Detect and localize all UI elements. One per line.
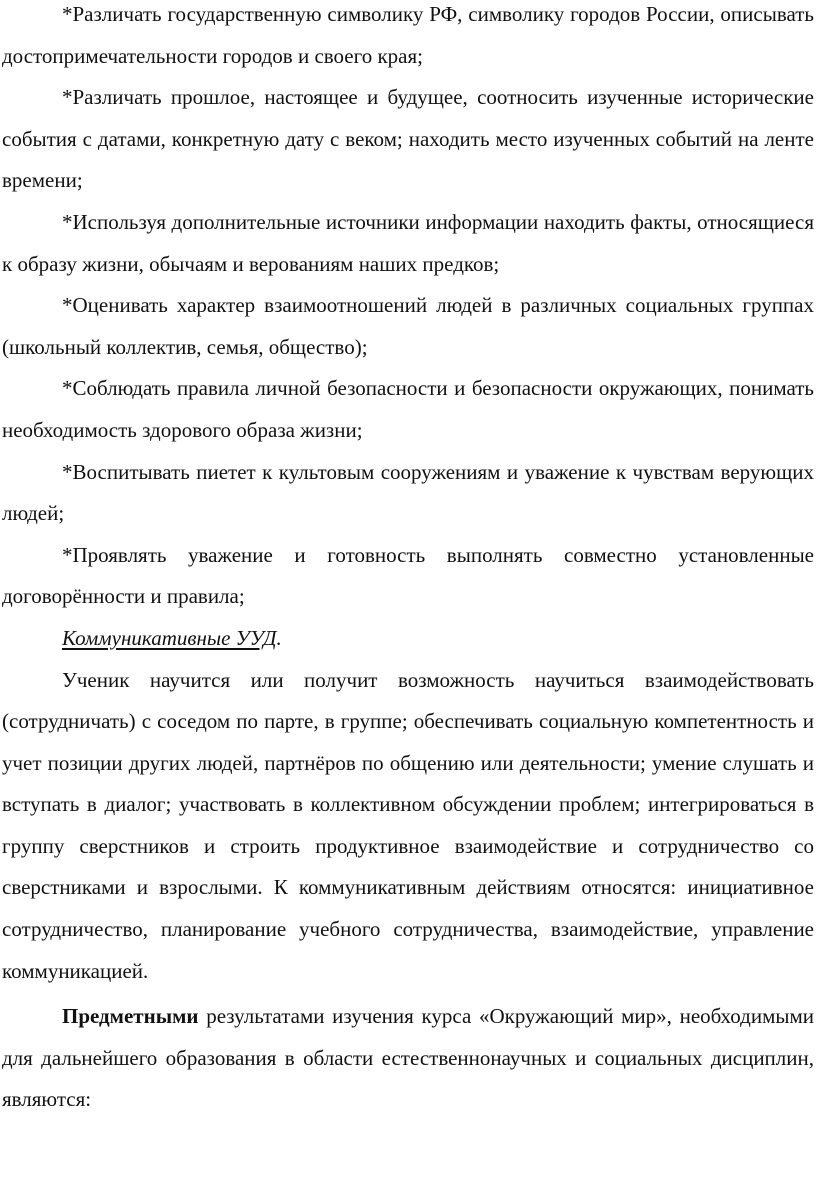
bullet-additional-sources: *Используя дополнительные источники информации находить факты, относящиеся к образу жизни, обычаям и верованиям наших предков; xyxy=(2,209,814,276)
subject-results-text: результатами изучения курса «Окружающий мир», необходимыми для дальнейшего образования в области естественнонаучных и социальных дисциплин, являются: xyxy=(2,1004,814,1112)
bullet-cult-buildings: *Воспитывать пиетет к культовым сооружениям и уважение к чувствам верующих людей; xyxy=(2,459,814,526)
bullet-past-present-future: *Различать прошлое, настоящее и будущее, соотносить изученные исторические события с датами, конкретную дату с веком; находить место изученных событий на ленте времени; xyxy=(2,85,814,193)
bullet-state-symbols: *Различать государственную символику РФ, символику городов России, описывать достопримечательности городов и своего края; xyxy=(2,2,814,68)
bullet-social-groups: *Оценивать характер взаимоотношений людей в различных социальных группах (школьный коллектив, семья, общество); xyxy=(2,293,814,359)
bullet-personal-safety: *Соблюдать правила личной безопасности и безопасности окружающих, понимать необходимость здорового образа жизни; xyxy=(2,376,814,442)
subject-results-paragraph xyxy=(2,996,814,1121)
communicative-heading-text: Коммуникативные УУД xyxy=(62,625,277,650)
subject-results-bold: Предметными xyxy=(62,1004,199,1029)
communicative-heading-suffix: . xyxy=(276,625,282,650)
bullet-agreements: *Проявлять уважение и готовность выполнять совместно установленные договорённости и правила; xyxy=(2,542,814,609)
communicative-heading xyxy=(2,618,814,660)
communicative-paragraph: Ученик научится или получит возможность научиться взаимодействовать (сотрудничать) с соседом по парте, в группе; обеспечивать социальную компетентность и учет позиции других людей, партнёров по общению или деятельности; умение слушать и вступать в диалог; участвовать в коллективном обсуждении проблем; интегрироваться в группу сверстников и строить продуктивное взаимодействие и сотрудничество со сверстниками и взрослыми. К коммуникативным действиям относятся: инициативное сотрудничество, планирование учебного сотрудничества, взаимодействие, управление коммуникацией. xyxy=(2,667,814,983)
